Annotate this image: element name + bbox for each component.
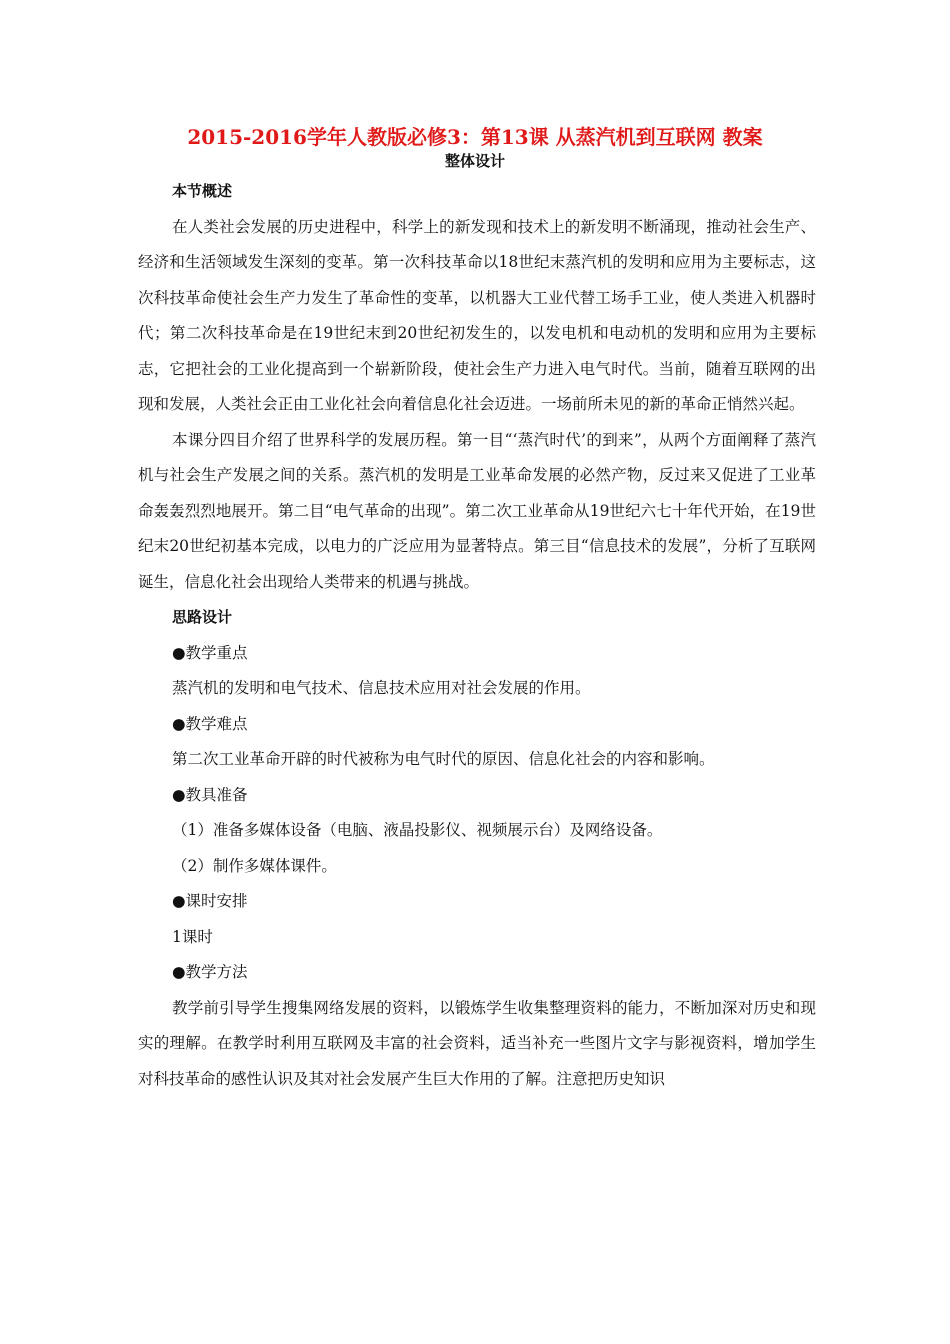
document-subtitle: 整体设计 [444,152,505,170]
overview-paragraph-2: 本课分四目介绍了世界科学的发展历程。第一目“‘蒸汽时代’的到来”，从两个方面阐释了蒸汽机与社会生产发展之间的关系。蒸汽机的发明是工业革命发展的必然产物，反过来又促进了工业革命轰轰烈烈地展开。第二目“电气革命的出现”。第二次工业革命从19世纪六七十年代开始，在19世纪末20世纪初基本完成，以电力的广泛应用为显著特点。第三目“信息技术的发展”，分析了互联网诞生，信息化社会出现给人类带来的机遇与挑战。 [138,430,816,591]
difficulty-label: ●教学难点 [172,714,248,733]
overview-paragraph-1: 在人类社会发展的历史进程中，科学上的新发现和技术上的新发明不断涌现，推动社会生产、经济和生活领域发生深刻的变革。第一次科技革命以18世纪末蒸汽机的发明和应用为主要标志，这次科技革命使社会生产力发生了革命性的变革，以机器大工业代替工场手工业，使人类进入机器时代；第二次科技革命是在19世纪末到20世纪初发生的，以发电机和电动机的发明和应用为主要标志，它把社会的工业化提高到一个崭新阶段，使社会生产力进入电气时代。当前，随着互联网的出现和发展，人类社会正由工业化社会向着信息化社会迈进。一场前所未见的新的革命正悄然兴起。 [138,217,816,413]
document-title: 2015-2016学年人教版必修3：第13课 从蒸汽机到互联网 教案 [187,125,763,149]
section-heading-overview: 本节概述 [172,182,233,200]
document-body [138,174,816,1097]
method-text: 教学前引导学生搜集网络发展的资料，以锻炼学生收集整理资料的能力，不断加深对历史和现实的理解。在教学时利用互联网及丰富的社会资料，适当补充一些图片文字与影视资料，增加学生对科技革命的感性认识及其对社会发展产生巨大作用的了解。注意把历史知识 [138,998,816,1088]
section-heading-design: 思路设计 [172,608,233,626]
key-point-text: 蒸汽机的发明和电气技术、信息技术应用对社会发展的作用。 [172,679,591,697]
schedule-label: ●课时安排 [172,892,248,910]
tools-label: ●教具准备 [172,785,248,804]
tools-item-1: （1）准备多媒体设备（电脑、液晶投影仪、视频展示台）及网络设备。 [172,821,663,839]
method-label: ●教学方法 [172,963,248,981]
difficulty-text: 第二次工业革命开辟的时代被称为电气时代的原因、信息化社会的内容和影响。 [172,750,715,768]
key-point-label: ●教学重点 [172,643,248,662]
tools-item-2: （2）制作多媒体课件。 [172,856,337,875]
schedule-text: 1课时 [172,927,213,946]
